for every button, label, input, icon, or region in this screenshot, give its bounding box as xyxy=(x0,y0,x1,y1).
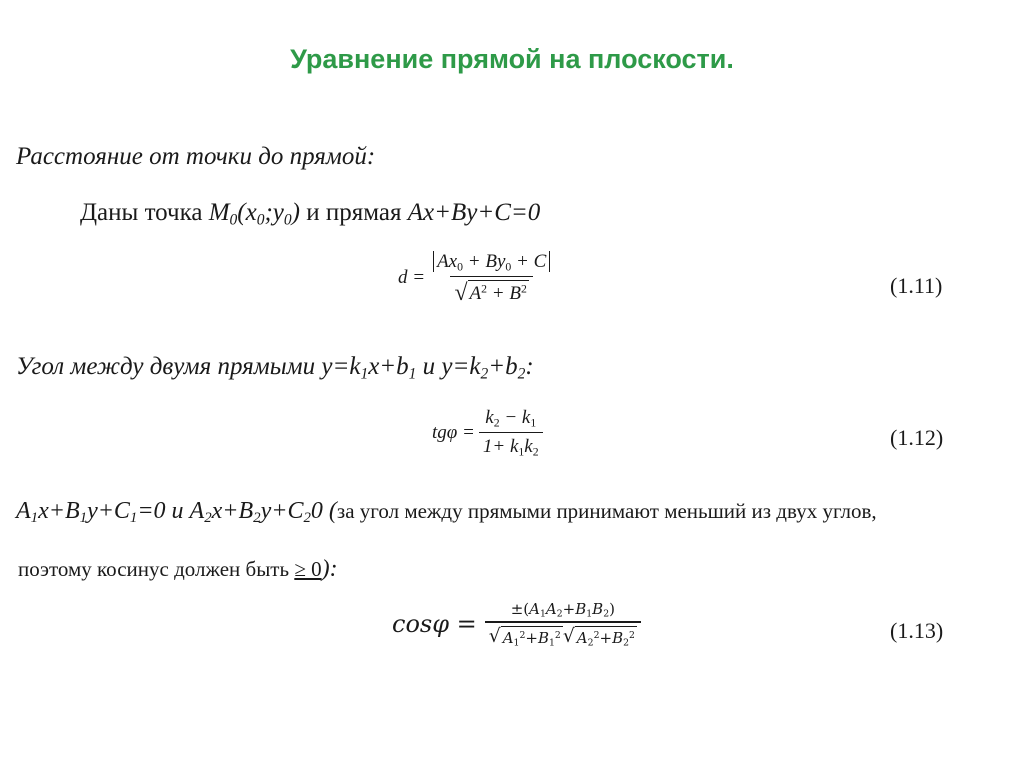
equation-number-1-13: (1.13) xyxy=(890,618,944,643)
point-name: $M_0(x_0;y_0)$ xyxy=(208,199,300,229)
radical-icon: √ xyxy=(488,626,501,647)
sqrt-sign: √ $A^2 + B^2$ xyxy=(454,280,527,306)
tangent-fraction xyxy=(479,407,543,458)
cosine-fraction xyxy=(485,600,641,647)
distance-fraction xyxy=(429,251,554,305)
given-prefix: Даны точка xyxy=(80,199,209,226)
cosine-formula xyxy=(392,600,641,647)
formula-lhs: d = xyxy=(398,267,426,288)
angle-note: за угол между прямыми принимают меньший из двух углов, xyxy=(336,499,877,523)
tangent-numerator: $k_2 - k_1$ xyxy=(485,407,537,430)
radical-icon: √ xyxy=(454,280,468,306)
line-word: и прямая xyxy=(299,199,408,226)
tangent-formula xyxy=(432,407,543,458)
sqrt-sign-1: √ $A_1^2+B_1^2$ xyxy=(488,626,561,649)
cosine-condition-line: поэтому косинус должен быть ≥ 0): xyxy=(18,556,338,582)
general-lines-eq: $A_1x+B_1y+C_1=0$ и $A_2x+B_2y+C_20$ ( xyxy=(16,498,337,527)
sqrt-sign-2: √ $A_2^2+B_2^2$ xyxy=(562,626,635,649)
cosine-denominator xyxy=(485,621,641,647)
cosine-lhs: cosφ = xyxy=(392,609,477,638)
radical-icon: √ xyxy=(562,626,575,647)
line-equation: Ax+By+C=0 xyxy=(407,199,541,226)
page-title: Уравнение прямой на плоскости. xyxy=(290,44,734,74)
distance-formula xyxy=(398,251,554,305)
general-lines-line xyxy=(16,498,877,525)
tangent-denominator: $1+ k_1k_2$ xyxy=(479,432,543,458)
angle-heading: Угол между двумя прямыми $y=k_1x+b_1$ и $y=k_2+b_2$: xyxy=(16,353,534,383)
equation-number-1-11: (1.11) xyxy=(890,273,943,298)
equation-number-1-12: (1.12) xyxy=(890,425,944,450)
tangent-lhs: tgφ = xyxy=(432,421,475,443)
cosine-numerator: $\pm(A_1A_2+B_1B_2)$ xyxy=(510,600,615,620)
absolute-value: $Ax_0 + By_0 + C$ xyxy=(433,251,550,272)
fraction-numerator xyxy=(429,251,554,276)
nonnegative-condition: ≥ 0 xyxy=(294,557,322,581)
fraction-denominator xyxy=(450,276,532,305)
distance-heading: Расстояние от точки до прямой: xyxy=(16,143,376,170)
given-point-line xyxy=(80,199,540,227)
